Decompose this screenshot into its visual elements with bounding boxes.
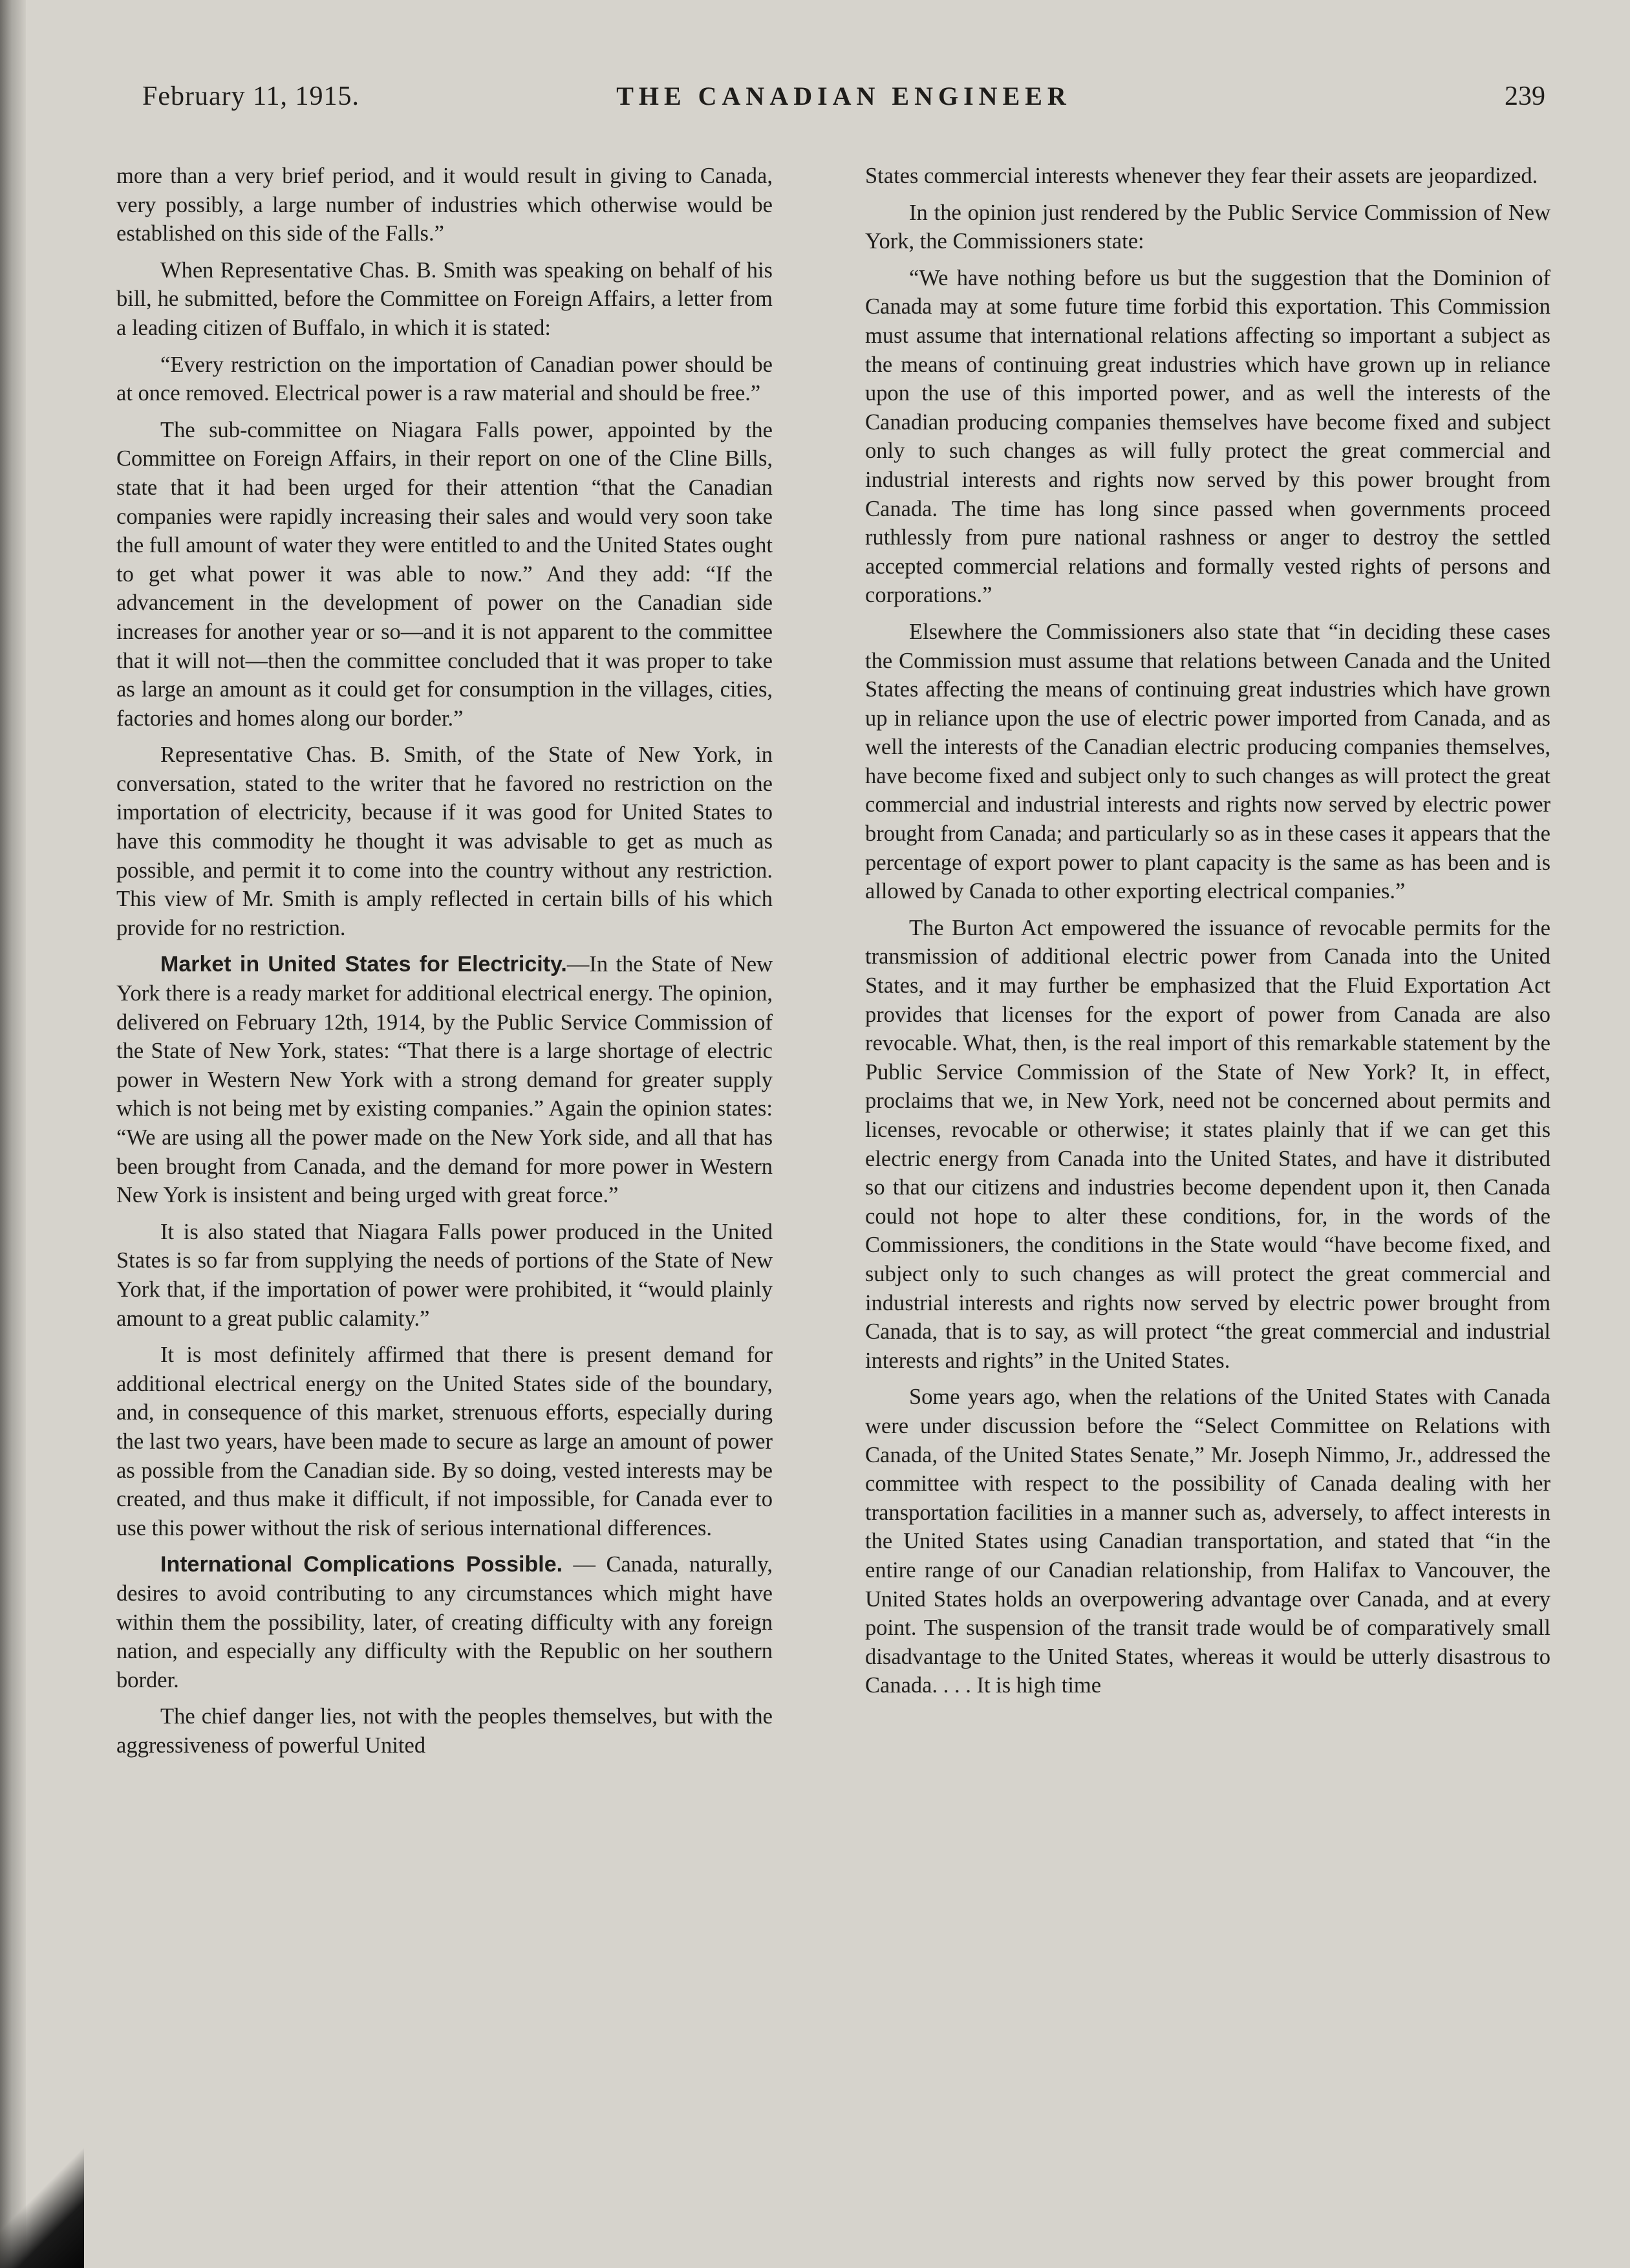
paragraph: It is most definitely affirmed that there is present demand for additional electrical energy on the United States side of the boundary, and, in consequence of this market, strenuous efforts, especially during the last two years, have been made to secure as large an amount of power as possible from the Canadian side. By so doing, vested interests may be created, and thus make it difficult, if not impossible, for Canada ever to use this power without the risk of serious international differences. [116, 1343, 773, 1540]
paragraph: The Burton Act empowered the issuance of revocable permits for the transmission of additional electric power from Canada into the United States, and it may further be emphasized that the Fluid Exportation Act provides that licenses for the export of power from Canada are also revocable. What, then, is the real import of this remarkable statement by the Public Service Commission of the State of New York? It, in effect, proclaims that we, in New York, need not be concerned about permits and licenses, revocable or otherwise; it states plainly that if we can get this electric energy from Canada into the United States, and have it distributed so that our citizens and industries become dependent upon it, then Canada could not hope to alter these conditions, for, in the words of the Commissioners, the conditions in the State would “have become fixed, and subject only to such changes as will protect the great commercial and industrial interests and rights now served by electric power brought from Canada, that is to say, as will protect “the great commercial and industrial interests and rights” in the United States. [865, 915, 1550, 1373]
quotation-paragraph: “Every restriction on the importation of Canadian power should be at once removed. Electrical power is a raw material and should be free.” [116, 352, 773, 406]
page-gutter-shadow [0, 0, 26, 2268]
paragraph: States commercial interests whenever they fear their assets are jeopardized. [865, 164, 1538, 188]
page-corner-shadow [0, 2132, 84, 2268]
paragraph: Some years ago, when the relations of the United States with Canada were under discussion before the “Select Committee on Relations with Canada, of the United States Senate,” Mr. Joseph Nimmo, Jr., addressed the committee with respect to the possibility of Canada dealing with her transportation facilities in a manner such as, adversely, to affect interests in the United States using Canadian transportation, and stated that “in the entire range of our Canadian relationship, from Halifax to Vancouver, the United States holds an overpowering advantage over Canada, and at every point. The suspension of the transit trade would be of comparatively small disadvantage to the United States, whereas it would be utterly disastrous to Canada. . . . It is high time [865, 1385, 1550, 1698]
page-number: 239 [1505, 81, 1545, 111]
paragraph-with-subheading [116, 950, 773, 1209]
paragraph: The sub-committee on Niagara Falls power, appointed by the Committee on Foreign Affairs, in their report on one of the Cline Bills, state that it had been urged for their attention “that the Canadian companies were rapidly increasing their sales and would very soon take the full amount of water they were entitled to and the United States ought to get what power it was able to now.” And they add: “If the advancement in the development of power on the Canadian side increases for another year or so—and it is not apparent to the committee that it will not—then the committee concluded that it was proper to take as large an amount as it could get for consumption in the villages, cities, factories and homes along our border.” [116, 417, 773, 731]
paragraph: The chief danger lies, not with the peoples themselves, but with the aggressiveness of powerful United [116, 1704, 773, 1758]
paragraph: When Representative Chas. B. Smith was speaking on behalf of his bill, he submitted, before the Committee on Foreign Affairs, a letter from a leading citizen of Buffalo, in which it is stated: [116, 257, 773, 340]
header-date: February 11, 1915. [142, 81, 360, 111]
paragraph: Representative Chas. B. Smith, of the State of New York, in conversation, stated to the writer that he favored no restriction on the importation of electricity, because if it was good for United States to have this commodity he thought it was advisable to get as much as possible, and permit it to come into the country without any restriction. This view of Mr. Smith is amply reflected in certain bills of his which provide for no restriction. [116, 742, 773, 940]
paragraph: Elsewhere the Commissioners also state that “in deciding these cases the Commission must assume that relations between Canada and the United States affecting the means of continuing great industries which have grown up in reliance upon the use of electric power imported from Canada, and as well the interests of the Canadian electric producing companies themselves, have become fixed and subject only to such changes as will protect the great commercial and industrial interests and rights now served by electric power brought from Canada; and particularly so as in these cases it appears that the percentage of export power to plant capacity is the same as has been and is allowed by Canada to other exporting electrical companies.” [865, 619, 1550, 904]
paragraph-with-subheading [116, 1550, 773, 1694]
right-column [865, 162, 1550, 2154]
page-header [142, 81, 1545, 133]
quotation-paragraph: “We have nothing before us but the suggestion that the Dominion of Canada may at some future time forbid this exportation. This Commission must assume that international relations affecting so important a subject as the means of continuing great industries which have grown up in reliance upon the use of this imported power, and as well the interests of the Canadian producing companies themselves have become fixed and subject only to such changes as will fully protect the great commercial and industrial interests and rights now served by this power brought from Canada. The time has long since passed when governments proceed ruthlessly from pure national rashness or anger to destroy the settled accepted commercial relations and formally vested rights of persons and corporations.” [865, 265, 1550, 608]
paragraph-body: — Canada, naturally, desires to avoid contributing to any circumstances which might have within them the possibility, later, of creating difficulty with any foreign nation, and especially any difficulty with the Republic on her southern border. [116, 1552, 773, 1692]
subheading-international: International Complications Possible. [160, 1552, 563, 1577]
paragraph: more than a very brief period, and it would result in giving to Canada, very possibly, a large number of industries which otherwise would be established on this side of the Falls.” [116, 164, 773, 246]
journal-title: THE CANADIAN ENGINEER [616, 81, 1071, 111]
paragraph: In the opinion just rendered by the Public Service Commission of New York, the Commissioners state: [865, 200, 1550, 254]
left-column [116, 162, 773, 2154]
paragraph: It is also stated that Niagara Falls power produced in the United States is so far from supplying the needs of portions of the State of New York that, if the importation of power were prohibited, it “would plainly amount to a great public calamity.” [116, 1219, 773, 1331]
subheading-market: Market in United States for Electricity. [160, 952, 567, 977]
paragraph-body: —In the State of New York there is a ready market for additional electrical energy. The opinion, delivered on February 12th, 1914, by the Public Service Commission of the State of New York, states: “That there is a large shortage of electric power in Western New York with a strong demand for greater supply which is not being met by existing companies.” Again the opinion states: “We are using all the power made on the New York side, and all that has been brought from Canada, and the demand for more power in Western New York is insistent and being urged with great force.” [116, 952, 773, 1208]
